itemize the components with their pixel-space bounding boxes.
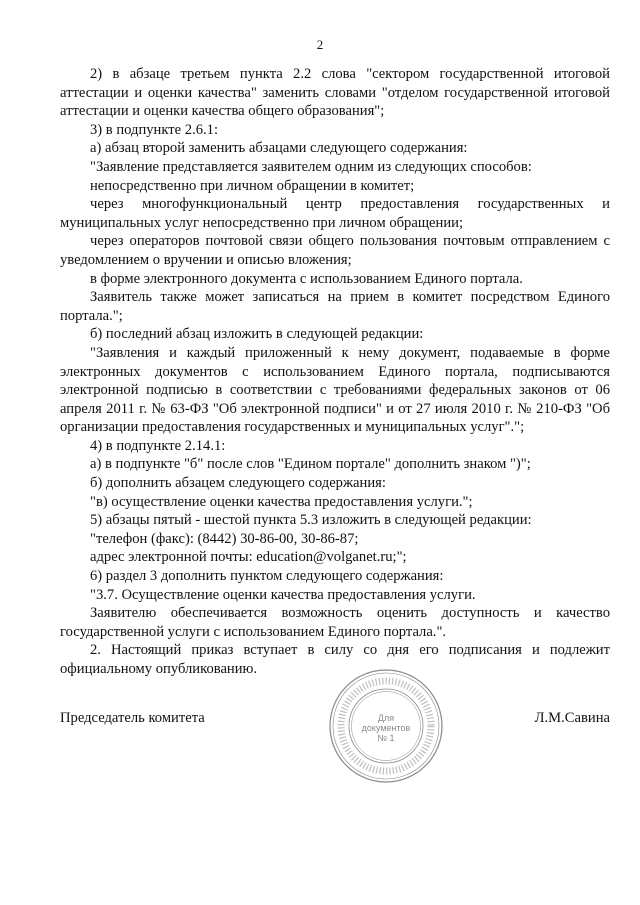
paragraph: через операторов почтовой связи общего пользования почтовым отправлением с уведомлением о вручении и описью вложения; [60, 233, 610, 268]
signer-position: Председатель комитета [60, 710, 205, 726]
paragraph: "3.7. Осуществление оценки качества предоставления услуги. [90, 586, 476, 603]
signer-name: Л.М.Савина [534, 710, 610, 726]
paragraph: адрес электронной почты: education@volganet.ru;"; [90, 549, 407, 566]
paragraph: непосредственно при личном обращении в комитет; [90, 177, 415, 194]
paragraph: 3) в подпункте 2.6.1: [90, 121, 219, 138]
paragraph: 4) в подпункте 2.14.1: [90, 437, 226, 454]
paragraph: через многофункциональный центр предоставления государственных и муниципальных услуг непосредственно при личном обращении; [60, 196, 610, 231]
seal-text: Для документов № 1 [361, 713, 411, 743]
paragraph: Заявителю обеспечивается возможность оценить доступность и качество государственной услуги с использованием Единого портала.". [60, 605, 610, 640]
paragraph: "телефон (факс): (8442) 30-86-00, 30-86-87; [90, 530, 359, 547]
paragraph: в форме электронного документа с использованием Единого портала. [90, 270, 523, 287]
paragraph: б) последний абзац изложить в следующей редакции: [90, 326, 424, 343]
document-body [60, 65, 610, 679]
paragraph: "Заявления и каждый приложенный к нему документ, подаваемые в форме электронных документов с использованием Единого портала, подписываются электронной подписью в соответствии с требованиями федеральных законов от 06 апреля 2011 г. № 63-ФЗ "Об электронной подписи" и от 27 июля 2010 г. № 210-ФЗ "Об организации предоставления государственных и муниципальных услуг"."; [60, 344, 610, 436]
paragraph: а) абзац второй заменить абзацами следующего содержания: [90, 140, 468, 157]
paragraph: 2. Настоящий приказ вступает в силу со дня его подписания и подлежит официальному опубликованию. [60, 642, 610, 677]
paragraph: б) дополнить абзацем следующего содержания: [90, 475, 386, 492]
signature-block [60, 710, 610, 730]
paragraph: 5) абзацы пятый - шестой пункта 5.3 изложить в следующей редакции: [90, 512, 532, 529]
paragraph: 2) в абзаце третьем пункта 2.2 слова "сектором государственной итоговой аттестации и оценки качества" заменить словами "отделом государственной итоговой аттестации и оценки качества общего образования"; [60, 66, 610, 120]
paragraph: "в) осуществление оценки качества предоставления услуги."; [90, 493, 473, 510]
paragraph: "Заявление представляется заявителем одним из следующих способов: [90, 158, 532, 175]
paragraph: а) в подпункте "б" после слов "Едином портале" дополнить знаком ")"; [90, 456, 531, 473]
page-number: 2 [316, 37, 324, 52]
paragraph: Заявитель также может записаться на прием в комитет посредством Единого портала."; [60, 289, 610, 324]
paragraph: 6) раздел 3 дополнить пунктом следующего содержания: [90, 568, 444, 585]
